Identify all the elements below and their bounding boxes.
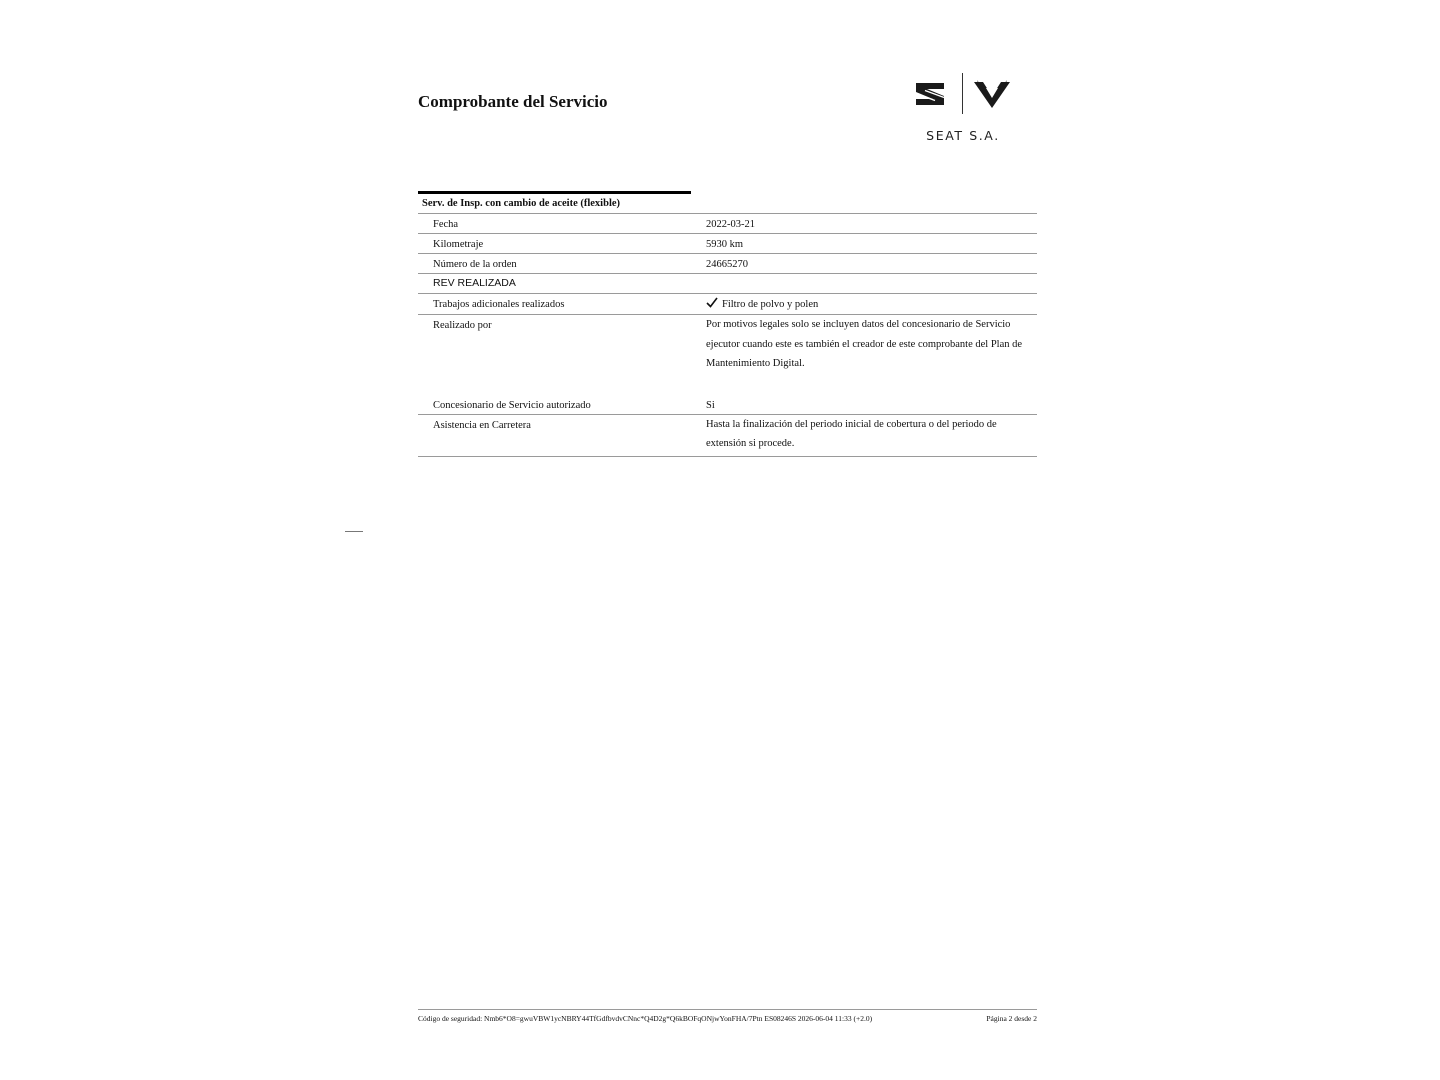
service-details-table xyxy=(418,194,1037,457)
company-name: SEAT S.A. xyxy=(926,128,1000,143)
brand-logos xyxy=(905,70,1025,150)
footer xyxy=(418,1014,1037,1023)
security-code: Código de seguridad: Nmb6*O8=gwuVBW1ycNBRY44TfGdfbvdvCNnc*Q4D2g*Q6kBOFqONjwYonFHA/7Ptn ES08246S 2026-06-04 11:33 (+2.0) xyxy=(418,1014,873,1023)
cupra-logo-icon xyxy=(973,79,1011,109)
table-row xyxy=(418,315,1037,376)
row-value: 2022-03-21 xyxy=(706,219,755,230)
table-row xyxy=(418,214,1037,234)
margin-mark xyxy=(345,531,363,532)
table-row xyxy=(418,415,1037,457)
row-label: Número de la orden xyxy=(433,259,517,270)
row-label: Realizado por xyxy=(433,320,492,331)
table-row xyxy=(418,254,1037,274)
page-title: Comprobante del Servicio xyxy=(418,92,608,111)
seat-logo-icon xyxy=(915,81,945,107)
status-row: REV REALIZADA xyxy=(418,274,1037,294)
row-value: Por motivos legales solo se incluyen datos del concesionario de Servicio ejecutor cuando este es también el creador de este comprobante del Plan de Mantenimiento Digital. xyxy=(706,319,1023,369)
additional-work-text: Filtro de polvo y polen xyxy=(722,299,819,310)
row-value: 24665270 xyxy=(706,259,748,270)
table-row xyxy=(418,234,1037,254)
service-heading: Serv. de Insp. con cambio de aceite (flexible) xyxy=(418,194,1037,214)
row-value: Hasta la finalización del periodo inicial de cobertura o del periodo de extensión si procede. xyxy=(706,418,997,449)
row-value: Si xyxy=(706,399,715,411)
checkmark-icon xyxy=(706,297,718,308)
page-number: Página 2 desde 2 xyxy=(986,1014,1037,1023)
row-label: Trabajos adicionales realizados xyxy=(433,299,565,310)
row-label: Kilometraje xyxy=(433,239,484,250)
spacer xyxy=(418,376,1037,395)
logo-divider xyxy=(962,73,963,114)
row-value: 5930 km xyxy=(706,239,744,250)
footer-rule xyxy=(418,1009,1037,1010)
row-label: Concesionario de Servicio autorizado xyxy=(433,399,591,411)
row-label: Asistencia en Carretera xyxy=(433,419,531,431)
row-label: Fecha xyxy=(433,219,459,230)
